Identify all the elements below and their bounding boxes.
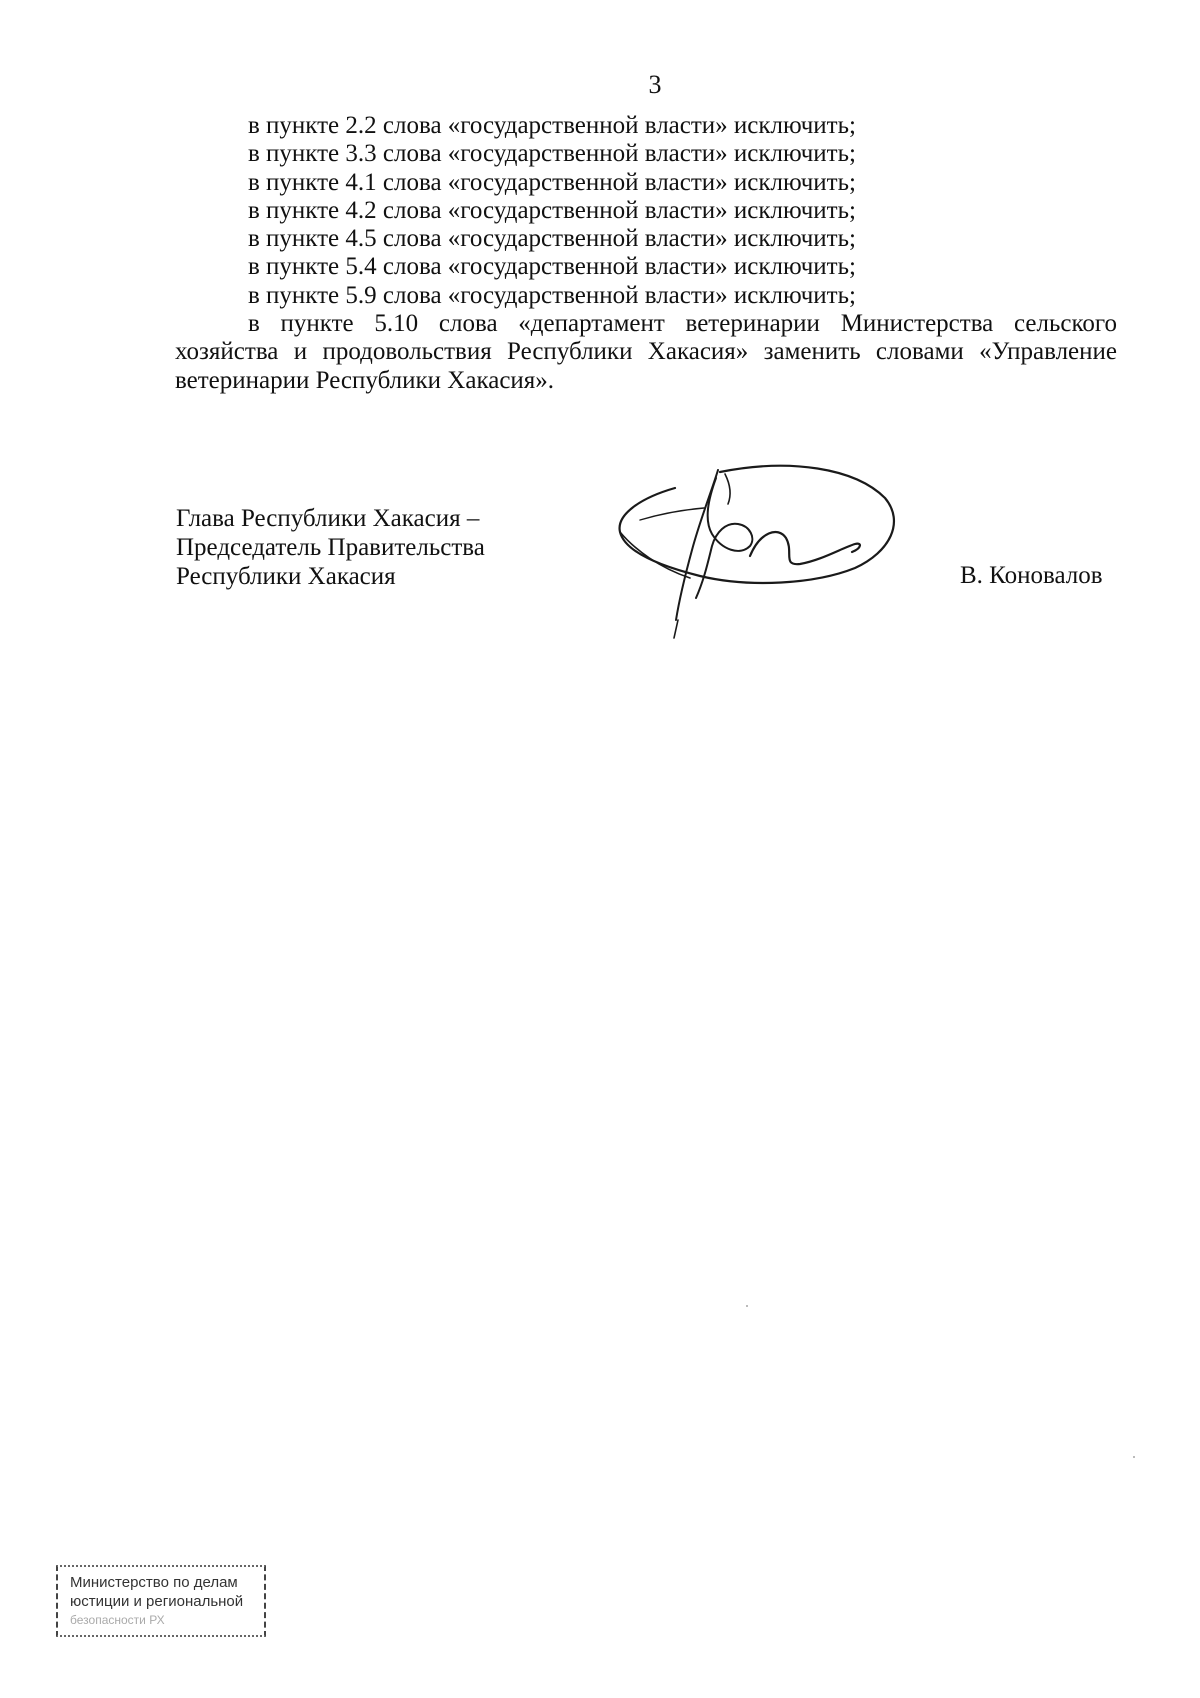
amendment-line: в пункте 5.9 слова «государственной власти» исключить; <box>248 281 856 309</box>
amendment-line: в пункте 5.4 слова «государственной власти» исключить; <box>248 253 856 281</box>
signatory-title-line: Глава Республики Хакасия – <box>176 505 480 532</box>
stamp-line: Министерство по делам <box>70 1574 238 1591</box>
scan-speck <box>1133 1456 1135 1458</box>
amendment-line: в пункте 4.1 слова «государственной власти» исключить; <box>248 168 856 196</box>
signatory-title-line: Председатель Правительства <box>176 534 485 561</box>
registration-stamp <box>56 1565 266 1637</box>
scan-speck <box>746 1305 748 1307</box>
stamp-line: безопасности РХ <box>70 1613 165 1627</box>
signer-name: В. Коновалов <box>960 562 1103 589</box>
signatory-title-line: Республики Хакасия <box>176 563 396 590</box>
handwritten-signature <box>600 460 930 660</box>
amendment-line: в пункте 4.5 слова «государственной власти» исключить; <box>248 225 856 253</box>
document-body <box>175 112 1117 395</box>
final-amendment-paragraph: в пункте 5.10 слова «департамент ветеринарии Министерства сельского хозяйства и продовольствия Республики Хакасия» заменить словами «Управление ветеринарии Республики Хакасия». <box>175 310 1117 394</box>
amendment-line: в пункте 2.2 слова «государственной власти» исключить; <box>248 112 856 139</box>
page-number: 3 <box>648 70 662 99</box>
amendment-line: в пункте 3.3 слова «государственной власти» исключить; <box>248 140 856 168</box>
signatory-title <box>176 504 485 591</box>
stamp-line: юстиции и региональной <box>70 1593 244 1610</box>
amendment-line: в пункте 4.2 слова «государственной власти» исключить; <box>248 196 856 224</box>
